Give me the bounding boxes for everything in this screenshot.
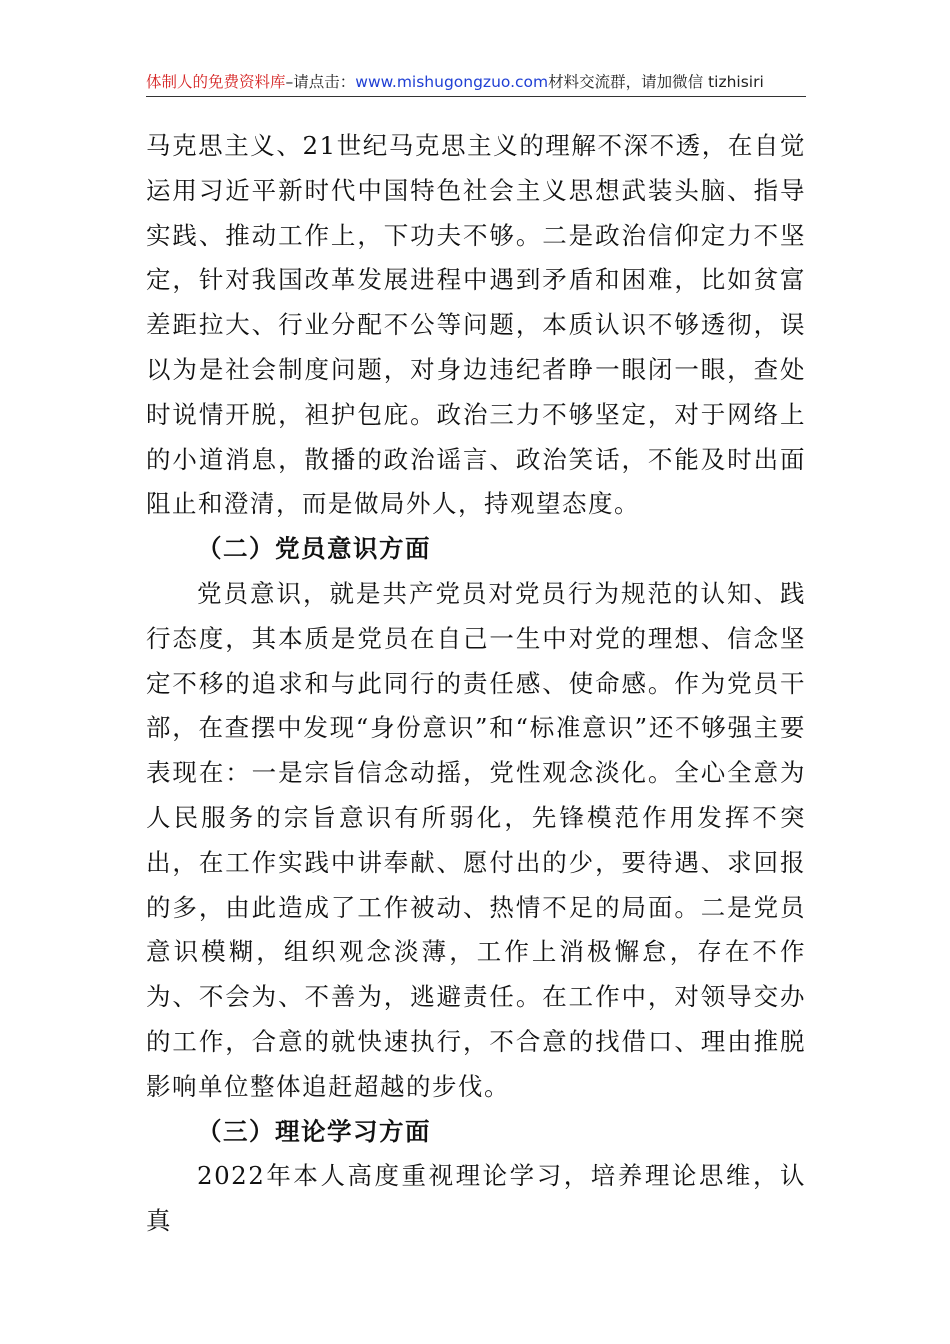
section-heading-theory-study: （三）理论学习方面 <box>197 1116 431 1146</box>
header-prompt: –请点击： <box>285 73 356 91</box>
header-link[interactable]: www.mishugongzuo.com <box>355 73 549 91</box>
paragraph-theory-study: 2022年本人高度重视理论学习，培养理论思维，认真 <box>146 1161 806 1236</box>
page-header <box>146 72 806 97</box>
header-brand: 体制人的免费资料库 <box>146 73 286 91</box>
paragraph-party-awareness: 党员意识，就是共产党员对党员行为规范的认知、践行态度，其本质是党员在自己一生中对党的理想、信念坚定不移的追求和与此同行的责任感、使命感。作为党员干部，在查摆中发现“身份意识”和“标准意识”还不够强主要表现在：一是宗旨信念动摇，党性观念淡化。全心全意为人民服务的宗旨意识有所弱化，先锋模范作用发挥不突出，在工作实践中讲奉献、愿付出的少，要待遇、求回报的多，由此造成了工作被动、热情不足的局面。二是党员意识模糊，组织观念淡薄，工作上消极懈怠，存在不作为、不会为、不善为，逃避责任。在工作中，对领导交办的工作，合意的就快速执行，不合意的找借口、理由推脱影响单位整体追赶超越的步伐。 <box>146 578 806 1101</box>
paragraph-politics-continued: 马克思主义、21世纪马克思主义的理解不深不透，在自觉运用习近平新时代中国特色社会主义思想武装头脑、指导实践、推动工作上，下功夫不够。二是政治信仰定力不坚定，针对我国改革发展进程中遇到矛盾和困难，比如贫富差距拉大、行业分配不公等问题，本质认识不够透彻，误以为是社会制度问题，对身边违纪者睁一眼闭一眼，查处时说情开脱，袒护包庇。政治三力不够坚定，对于网络上的小道消息，散播的政治谣言、政治笑话，不能及时出面阻止和澄清，而是做局外人，持观望态度。 <box>146 131 806 519</box>
document-body <box>146 124 806 1244</box>
header-tail: 材料交流群，请加微信 tizhisiri <box>548 73 764 91</box>
section-heading-party-awareness: （二）党员意识方面 <box>197 534 431 564</box>
